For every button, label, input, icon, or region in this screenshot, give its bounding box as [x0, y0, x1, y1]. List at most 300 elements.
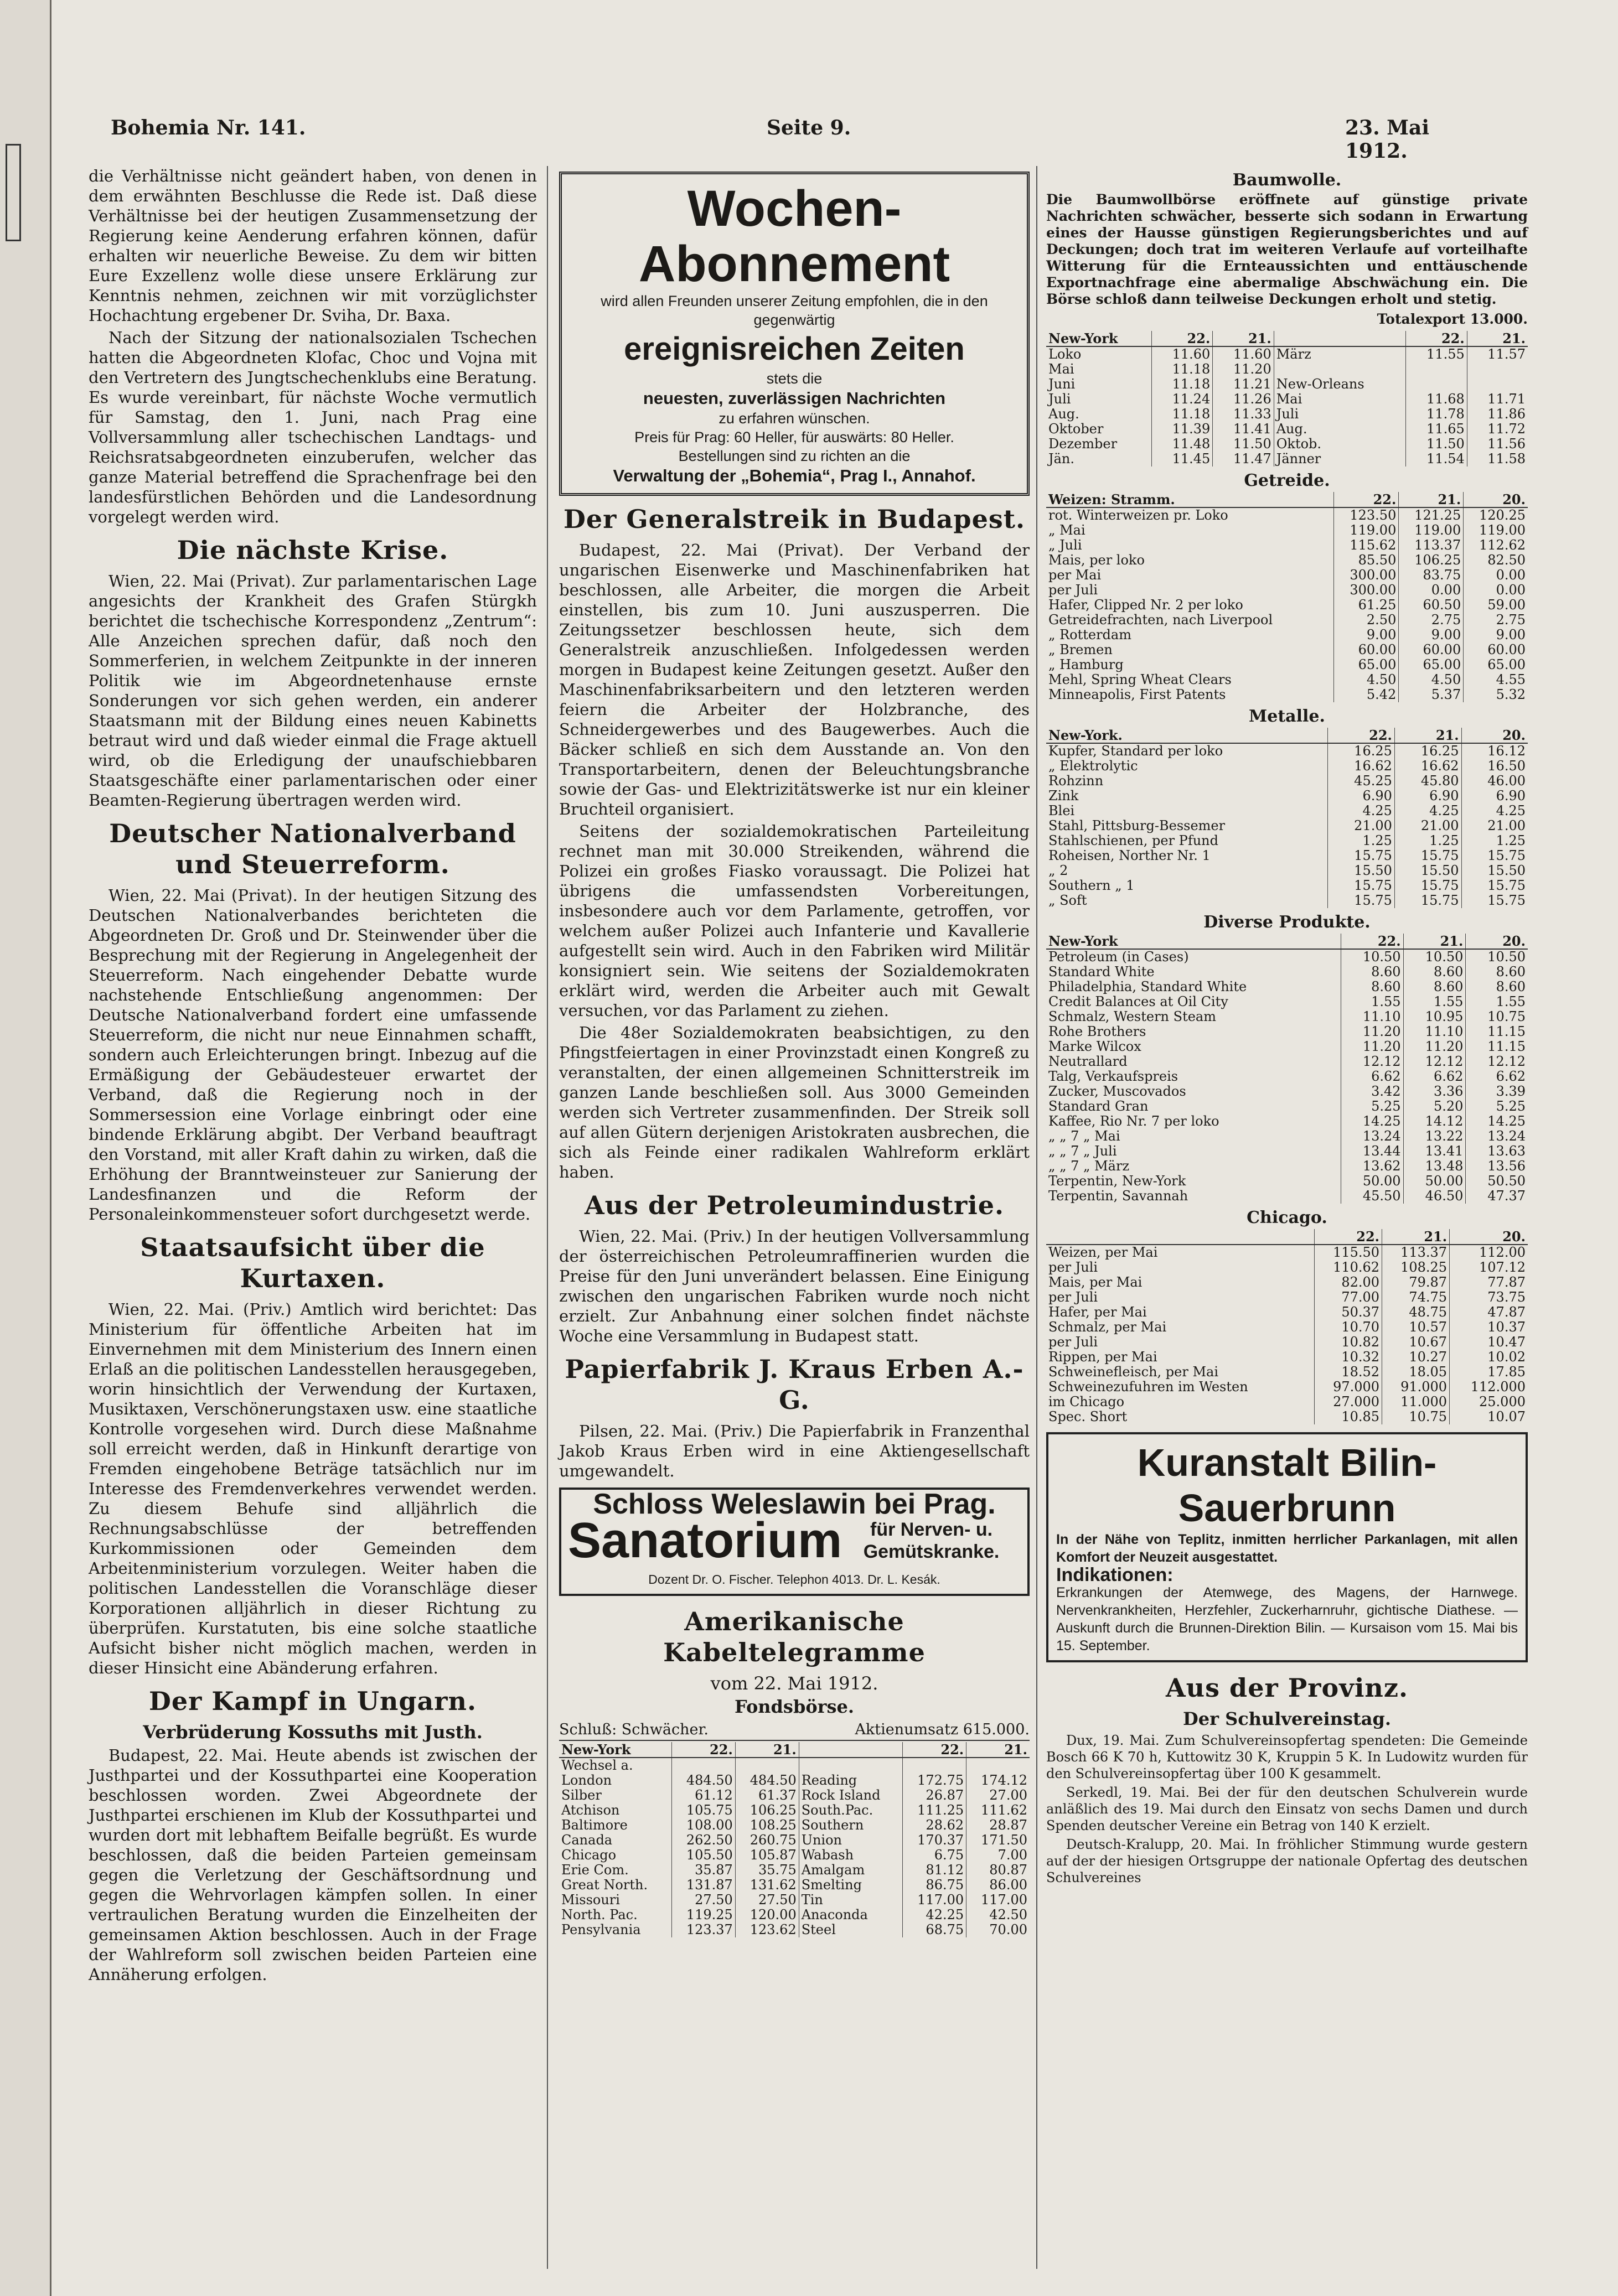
table-cell-value: 262.50: [671, 1833, 735, 1848]
table-row: [1046, 789, 1528, 804]
table-cell-label: Aug.: [1274, 422, 1406, 437]
table-row: [1046, 965, 1528, 979]
table-cell-value: 61.25: [1334, 598, 1399, 613]
table-row: [1046, 657, 1528, 672]
table-row: [1046, 1290, 1528, 1305]
table-cell-value: 11.24: [1151, 392, 1212, 407]
table-cell-label: Mehl, Spring Wheat Clears: [1046, 672, 1334, 687]
table-cell-value: 21.: [1467, 331, 1528, 346]
table-cell-value: 86.00: [989, 1877, 1027, 1893]
section-title-baumwolle: Baumwolle.: [1232, 170, 1342, 190]
table-cell-value: 11.39: [1151, 422, 1212, 437]
table-row: [1046, 1129, 1528, 1144]
table-header-row: [1046, 934, 1528, 949]
table-cell-value: 46.00: [1487, 773, 1526, 789]
article-paragraph: Wien, 22. Mai (Privat). In der heutigen Sitzung des Deutschen Nationalverbandes berichteten die Abgeordneten Dr. Groß und Dr. Steinwender über die Besprechung mit der Regierung in Angelegenheit der Steuerreform. Nach eingehender Debatte wurde nachstehende Entschließung angenommen: Der Deutsche Nationalverband fordert eine umfassende Steuerreform, die nicht nur neue Einnahmen schafft, sondern auch Erleichterungen bringt. Inbezug auf die Ermäßigung der Gebäudesteuer erwartet der Verband, daß die Regierung noch in der Sommersession eine Vorlage einbringt oder eine bindende Erklärung abgibt. Der Verband beauftragt den Vorstand, mit aller Kraft dahin zu wirken, daß die Erhöhung der Branntweinsteuer zur Sanierung der Landesfinanzen und die Reform der Personaleinkommensteuer sofort durchgesetzt werde.: [89, 886, 537, 1224]
table-cell-value: 20.: [1464, 492, 1528, 507]
advert-line: ereignisreichen Zeiten: [624, 331, 965, 367]
table-cell-value: 11.20: [1403, 1039, 1466, 1054]
headline-provinz: Aus der Provinz.: [1165, 1673, 1409, 1703]
table-cell-value: 77.00: [1315, 1290, 1382, 1305]
table-row: [559, 1818, 1030, 1833]
table-row: [1046, 1245, 1528, 1260]
table-cell-label: Zucker, Muscovados: [1046, 1084, 1341, 1099]
table-cell-value: 11.26: [1213, 392, 1274, 407]
table-cell-value: 11.50: [1213, 437, 1274, 452]
table-cell-value: 3.42: [1341, 1084, 1403, 1099]
table-row: [1046, 949, 1528, 965]
table-cell-value: 10.50: [1341, 949, 1403, 965]
table-cell-value: [1467, 362, 1528, 377]
table-cell-value: 11.50: [1406, 437, 1467, 452]
table-row: [1046, 1305, 1528, 1320]
table-cell-value: 65.00: [1487, 657, 1526, 672]
article-paragraph: Serkedl, 19. Mai. Bei der für den deutschen Schulverein wurde anläßlich des 19. Mai durch den Einsatz von sechs Damen und durch Spenden deutscher Vereine ein Betrag von 140 K erzielt.: [1046, 1785, 1528, 1833]
table-cell-value: 21.00: [1328, 818, 1395, 833]
table-cell-value: 3.39: [1496, 1084, 1526, 1099]
table-cell-value: 300.00: [1334, 583, 1399, 598]
table-cell-value: 61.37: [735, 1788, 799, 1803]
table-cell-value: 8.60: [1496, 964, 1526, 979]
table-cell-value: 111.25: [903, 1803, 966, 1818]
table-cell-value: 1.25: [1496, 833, 1526, 848]
table-row: [1046, 568, 1528, 583]
table-cell-value: 15.50: [1487, 863, 1526, 878]
table-cell-label: North. Pac.: [559, 1908, 671, 1922]
advert-contact: Dozent Dr. O. Fischer. Telephon 4013. Dr. L. Kesák.: [648, 1572, 940, 1587]
table-row: [1046, 804, 1528, 818]
table-cell-value: 106.25: [1399, 553, 1464, 568]
table-cell-label: Credit Balances at Oil City: [1046, 994, 1341, 1009]
table-cell-label: Tin: [799, 1893, 903, 1908]
table-cell-value: 60.50: [1399, 598, 1464, 613]
table-cell-value: 172.75: [903, 1773, 966, 1788]
table-cell-value: 6.75: [903, 1848, 966, 1863]
table-cell-value: 3.36: [1403, 1084, 1466, 1099]
table-cell-label: Zink: [1046, 789, 1328, 804]
table-cell-value: 6.62: [1403, 1069, 1466, 1084]
table-cell-value: 86.75: [903, 1878, 966, 1893]
advert-line: zu erfahren wünschen.: [718, 410, 870, 427]
table-cell-label: Steel: [799, 1922, 903, 1937]
headline-kurtaxen: Staatsaufsicht über die Kurtaxen.: [140, 1232, 485, 1293]
table-cell-value: 16.62: [1328, 759, 1395, 774]
column-3: [1046, 166, 1528, 1888]
table-cell-label: Rippen, per Mai: [1046, 1350, 1315, 1365]
table-diverse: [1046, 934, 1528, 1204]
table-row: [1046, 538, 1528, 553]
table-cell-value: 18.52: [1315, 1365, 1382, 1380]
table-row: [1046, 1260, 1528, 1275]
table-cell-value: 11.10: [1341, 1009, 1403, 1024]
table-cell-value: 6.90: [1496, 788, 1526, 804]
table-row: [1046, 994, 1528, 1009]
table-row: [1046, 1380, 1528, 1395]
table-cell-label: Dezember: [1046, 437, 1151, 452]
table-cell-value: 11.60: [1151, 346, 1212, 362]
table-cell-value: 119.00: [1399, 523, 1464, 538]
table-cell-label: Mai: [1046, 362, 1151, 377]
table-cell-label: Jänner: [1274, 452, 1406, 467]
table-cell-value: 8.60: [1403, 965, 1466, 979]
table-cell-label: [1274, 331, 1406, 346]
table-cell-value: 42.50: [989, 1907, 1027, 1922]
table-cell-value: 0.00: [1496, 567, 1526, 583]
table-cell-label: per Mai: [1046, 568, 1334, 583]
table-header-row: [1046, 331, 1528, 346]
article-paragraph: Wien, 22. Mai. (Priv.) Amtlich wird berichtet: Das Ministerium für öffentliche Arbeiten hat im Einvernehmen mit dem Ministerium des Innern einen Erlaß an die politischen Landesstellen herausgegeben, worin hinsichtlich der Verwendung der Kurtaxen, Musiktaxen, Verschönerungstaxen usw. eine staatliche Kontrolle vorgesehen wird. Durch diese Maßnahme soll erreicht werden, daß in Hinkunft derartige von Fremden eingehobene Beträge tatsächlich nur im Interesse des Fremdenverkehres verwendet werden. Zu diesem Behufe sind alljährlich die Rechnungsabschlüsse der betreffenden Kurkommissionen oder Gemeinden dem Arbeitenministerium vorzulegen. Weiter haben die politischen Landesstellen die Voranschläge dieser Korporationen alljährlich in dieser Richtung zu überprüfen. Kurstatuten, bis eine solche staatliche Aufsicht bisher nicht möglich machen, werden in dieser Hinsicht eine Abänderung erfahren.: [89, 1300, 537, 1677]
table-cell-value: [671, 1758, 735, 1773]
table-cell-value: 13.22: [1403, 1129, 1466, 1144]
table-cell-value: 11.68: [1406, 392, 1467, 407]
table-cell-label: Schmalz, per Mai: [1046, 1320, 1315, 1335]
column-rule: [1036, 166, 1037, 2269]
table-cell-label: Weizen: Stramm.: [1046, 492, 1334, 507]
table-cell-value: [1406, 377, 1467, 392]
table-row: [1046, 1189, 1528, 1204]
table-cell-value: 120.25: [1479, 507, 1526, 523]
table-cell-value: 16.50: [1487, 758, 1526, 774]
table-row: [1046, 523, 1528, 538]
table-cell-value: 97.000: [1315, 1380, 1382, 1395]
table-cell-value: 47.87: [1487, 1304, 1526, 1320]
table-row: [1046, 1395, 1528, 1409]
table-cell-value: 42.25: [903, 1908, 966, 1922]
table-cell-value: 11.21: [1213, 377, 1274, 392]
table-cell-value: 115.62: [1334, 538, 1399, 553]
table-cell-label: Talg, Verkaufspreis: [1046, 1069, 1341, 1084]
table-cell-label: „ „ 7 „ März: [1046, 1159, 1341, 1174]
table-cell-label: „ „ 7 „ Juli: [1046, 1144, 1341, 1159]
table-cell-value: 6.90: [1394, 789, 1461, 804]
table-row: [1046, 392, 1528, 407]
table-cell-label: Wechsel a.: [559, 1758, 671, 1773]
table-cell-label: Standard White: [1046, 965, 1341, 979]
table-cell-value: 11.15: [1487, 1039, 1526, 1054]
table-cell-value: 105.75: [671, 1803, 735, 1818]
table-cell-label: Schweinefleisch, per Mai: [1046, 1365, 1315, 1380]
table-cell-label: Hafer, Clipped Nr. 2 per loko: [1046, 598, 1334, 613]
table-cell-value: 15.75: [1394, 848, 1461, 863]
table-cell-value: 2.75: [1496, 612, 1526, 628]
table-cell-value: 45.25: [1328, 774, 1395, 789]
table-cell-value: 82.50: [1487, 552, 1526, 568]
table-cell-value: 13.24: [1487, 1128, 1526, 1144]
table-cell-label: im Chicago: [1046, 1395, 1315, 1409]
table-cell-value: 70.00: [989, 1922, 1027, 1937]
table-row: [1046, 1069, 1528, 1084]
table-cell-value: 11.18: [1151, 377, 1212, 392]
table-cell-value: 119.00: [1334, 523, 1399, 538]
table-cell-value: 10.70: [1315, 1320, 1382, 1335]
table-cell-value: 13.56: [1487, 1158, 1526, 1174]
table-metalle: [1046, 728, 1528, 908]
article-paragraph: Budapest, 22. Mai (Privat). Der Verband der ungarischen Eisenwerke und Maschinenfabriken hat beschlossen, alle Arbeiter, die morgen die Arbeit einstellen, bis zum 10. Juni auszusperren. Die Zeitungssetzer beschlossen heute, sich dem Generalstreik anzuschließen. Infolgedessen werden morgen in Budapest keine Zeitungen gesetzt. Außer den Maschinenfabriksarbeitern und den letzteren werden feiern die Arbeiter der Holzbranche, des Schneidergewerbes und des Baugewerbes. Auch die Bäcker schließ en sich dem Ausstande an. Von den Transportarbeitern, denen der Beleuchtungsbranche sowie der Gas- und Elektrizitätswerke ist nur ein kleiner Bruchteil organisiert.: [559, 541, 1030, 818]
advert-line: wird allen Freunden unserer Zeitung empfohlen, die in den gegenwärtig: [601, 293, 988, 328]
table-header-row: [1046, 492, 1528, 507]
table-cell-label: Minneapolis, First Patents: [1046, 687, 1334, 702]
table-cell-value: 27.50: [671, 1893, 735, 1908]
table-cell-label: per Juli: [1046, 1335, 1315, 1350]
table-cell-value: 11.86: [1487, 406, 1526, 422]
running-header: [89, 116, 1495, 163]
table-cell-value: 81.12: [903, 1863, 966, 1878]
table-cell-label: [1274, 362, 1406, 377]
table-cell-value: 11.56: [1487, 436, 1526, 452]
table-cell-value: 35.87: [671, 1863, 735, 1878]
column-1: [89, 166, 537, 1987]
column-rule: [547, 166, 548, 2269]
table-cell-value: 22.: [1315, 1229, 1382, 1245]
table-cell-value: 16.25: [1394, 743, 1461, 759]
table-cell-value: 111.62: [981, 1802, 1027, 1818]
table-cell-value: 21.00: [1487, 818, 1526, 833]
advert-line: Erkrankungen der Atemwege, des Magens, der Harnwege. Nervenkrankheiten, Herzfehler, Zuckerharnruhr, gichtische Diathese. — Auskunft durch die Brunnen-Direktion Bilin. — Kursaison vom 15. Mai bis 15. September.: [1056, 1585, 1518, 1654]
table-row: [1046, 1144, 1528, 1159]
table-cell-value: 484.50: [671, 1773, 735, 1788]
table-cell-value: 15.75: [1328, 893, 1395, 908]
table-cell-value: [903, 1758, 966, 1773]
table-cell-label: Terpentin, New-York: [1046, 1174, 1341, 1189]
table-row: [1046, 979, 1528, 994]
table-cell-value: 11.58: [1487, 451, 1526, 467]
table-cell-label: „ Bremen: [1046, 642, 1334, 657]
table-cell-value: 4.55: [1496, 672, 1526, 687]
advert-wochen-abonnement: [559, 172, 1030, 496]
table-cell-value: 11.10: [1403, 1024, 1466, 1039]
headline-generalstreik: Der Generalstreik in Budapest.: [563, 504, 1025, 534]
table-cell-label: Stahl, Pittsburg-Bessemer: [1046, 818, 1328, 833]
table-cell-label: Rohe Brothers: [1046, 1024, 1341, 1039]
table-cell-label: „ Elektrolytic: [1046, 759, 1328, 774]
page-gutter: [0, 0, 51, 2296]
table-cell-label: Silber: [559, 1788, 671, 1803]
table-cell-value: 15.75: [1487, 848, 1526, 863]
section-title-getreide: Getreide.: [1244, 471, 1330, 490]
table-cell-value: 60.00: [1399, 642, 1464, 657]
article-paragraph: die Verhältnisse nicht geändert haben, von denen in dem erwähnten Beschlusse die Rede ist. Daß diese Verhältnisse bei der heutigen Zusammensetzung der Regierung keine Aenderung erfahren können, dafür erhalten wir neuerliche Beweise. Zu dem wir bitten Eure Exzellenz wolle diese unsere Erklärung zur Kenntnis nehmen, zeichnen wir mit vorzüglichster Hochachtung ergebener Dr. Sviha, Dr. Baxa.: [89, 167, 537, 325]
table-cell-value: 46.50: [1403, 1189, 1466, 1204]
table-cell-value: 8.60: [1496, 979, 1526, 994]
section-title-chicago: Chicago.: [1247, 1208, 1327, 1227]
table-row: [1046, 452, 1528, 467]
table-cell-value: 7.00: [997, 1847, 1027, 1863]
table-row: [1046, 1114, 1528, 1129]
headline-ungarn: Der Kampf in Ungarn.: [149, 1686, 477, 1716]
article-paragraph: Dux, 19. Mai. Zum Schulvereinsopfertag spendeten: Die Gemeinde Bosch 66 K 70 h, Kuttowitz 30 K, Kruppin 5 K. In Ludowitz wurden für den Schulvereinsopfertag über 100 K gesammelt.: [1046, 1733, 1528, 1781]
table-cell-label: London: [559, 1773, 671, 1788]
table-cell-value: 131.62: [735, 1878, 799, 1893]
table-cell-value: 16.62: [1394, 759, 1461, 774]
table-cell-value: 79.87: [1382, 1275, 1450, 1290]
table-cell-value: 119.00: [1479, 522, 1526, 538]
table-cell-value: 27.50: [735, 1893, 799, 1908]
table-cell-value: 26.87: [903, 1788, 966, 1803]
table-cell-value: 11.33: [1213, 407, 1274, 422]
table-cell-value: 10.75: [1382, 1409, 1450, 1424]
table-cell-value: 15.75: [1394, 878, 1461, 893]
table-row: [559, 1788, 1030, 1803]
table-cell-value: 14.25: [1487, 1113, 1526, 1129]
table-cell-label: „ Hamburg: [1046, 657, 1334, 672]
table-cell-value: 6.62: [1341, 1069, 1403, 1084]
table-cell-value: 113.37: [1382, 1245, 1450, 1260]
table-cell-label: Atchison: [559, 1803, 671, 1818]
table-cell-value: 21.: [735, 1742, 799, 1758]
table-cell-value: 21.: [1403, 934, 1466, 949]
table-chicago: [1046, 1229, 1528, 1424]
table-cell-value: 123.50: [1334, 507, 1399, 523]
table-cell-label: Mais, per Mai: [1046, 1275, 1315, 1290]
table-cell-value: [1467, 377, 1528, 392]
table-cell-label: Jän.: [1046, 452, 1151, 467]
table-cell-value: 9.00: [1334, 628, 1399, 642]
table-row: [1046, 613, 1528, 628]
table-cell-label: Spec. Short: [1046, 1409, 1315, 1424]
table-cell-value: 11.18: [1151, 362, 1212, 377]
table-cell-value: 8.60: [1341, 965, 1403, 979]
table-cell-value: 10.95: [1403, 1009, 1466, 1024]
section-title-metalle: Metalle.: [1249, 707, 1325, 726]
table-cell-value: 11.72: [1487, 421, 1526, 437]
table-cell-value: 61.12: [671, 1788, 735, 1803]
table-row: [1046, 1365, 1528, 1380]
headline-krise: Die nächste Krise.: [177, 535, 449, 565]
subheadline-kossuth: Verbrüderung Kossuths mit Justh.: [143, 1722, 483, 1743]
table-cell-value: 11.20: [1213, 362, 1274, 377]
table-row: [1046, 1320, 1528, 1335]
table-row: [1046, 1084, 1528, 1099]
table-cell-value: 2.75: [1399, 613, 1464, 628]
table-cell-value: 11.60: [1213, 346, 1274, 362]
table-cell-value: 47.37: [1487, 1188, 1526, 1204]
table-getreide: [1046, 492, 1528, 702]
table-cell-value: 117.00: [903, 1893, 966, 1908]
table-cell-value: 45.50: [1341, 1189, 1403, 1204]
table-cell-value: 300.00: [1334, 568, 1399, 583]
table-cell-label: New-York: [1046, 934, 1341, 949]
table-cell-label: New-Orleans: [1274, 377, 1406, 392]
table-cell-value: 170.37: [903, 1833, 966, 1848]
table-cell-value: 9.00: [1399, 628, 1464, 642]
table-cell-value: 20.: [1461, 728, 1528, 743]
table-cell-value: 15.75: [1394, 893, 1461, 908]
table-cell-label: Mais, per loko: [1046, 553, 1334, 568]
advert-kuranstalt: [1046, 1432, 1528, 1662]
table-row: [1046, 598, 1528, 613]
table-cell-value: 12.12: [1487, 1054, 1526, 1069]
table-cell-value: 85.50: [1334, 553, 1399, 568]
table-cell-value: 4.25: [1328, 804, 1395, 818]
table-row: [1046, 1335, 1528, 1350]
advert-line: stets die: [766, 370, 823, 387]
headline-papierfabrik: Papierfabrik J. Kraus Erben A.-G.: [565, 1354, 1024, 1415]
table-cell-label: Union: [799, 1833, 903, 1848]
table-cell-value: 14.12: [1403, 1114, 1466, 1129]
table-row: [1046, 583, 1528, 598]
table-row: [1046, 774, 1528, 789]
table-cell-value: 10.75: [1487, 1009, 1526, 1024]
table-cell-value: 5.20: [1403, 1099, 1466, 1114]
table-cell-label: Terpentin, Savannah: [1046, 1189, 1341, 1204]
table-cell-value: 21.: [1394, 728, 1461, 743]
table-row: [1046, 863, 1528, 878]
table-row: [1046, 878, 1528, 893]
table-cell-label: „ Juli: [1046, 538, 1334, 553]
table-cell-label: Great North.: [559, 1878, 671, 1893]
table-cell-value: 10.07: [1487, 1409, 1526, 1424]
table-cell-value: 5.37: [1399, 687, 1464, 702]
table-cell-label: Standard Gran: [1046, 1099, 1341, 1114]
table-cell-label: Missouri: [559, 1893, 671, 1908]
table-cell-value: 65.00: [1399, 657, 1464, 672]
table-row: [1046, 507, 1528, 523]
table-cell-value: 119.25: [671, 1908, 735, 1922]
table-cell-value: 108.25: [1382, 1260, 1450, 1275]
table-cell-value: 15.75: [1328, 848, 1395, 863]
advert-title: Sanatorium: [568, 1513, 842, 1568]
table-cell-value: 18.05: [1382, 1365, 1450, 1380]
table-cell-value: 15.50: [1394, 863, 1461, 878]
table-cell-value: 5.25: [1496, 1098, 1526, 1114]
table-cell-value: 4.25: [1394, 804, 1461, 818]
table-cell-value: 10.50: [1403, 949, 1466, 965]
advert-price: Preis für Prag: 60 Heller, für auswärts: 80 Heller.: [634, 429, 954, 445]
headline-nationalverband: Deutscher Nationalverband und Steuerreform.: [109, 818, 516, 879]
table-cell-value: 110.62: [1315, 1260, 1382, 1275]
table-cell-value: 5.25: [1341, 1099, 1403, 1114]
table-row: [1046, 1009, 1528, 1024]
table-cell-label: Petroleum (in Cases): [1046, 949, 1341, 965]
subheadline-date: vom 22. Mai 1912.: [710, 1673, 878, 1694]
table-cell-value: 121.25: [1399, 507, 1464, 523]
table-cell-label: Anaconda: [799, 1908, 903, 1922]
table-row: [1046, 422, 1528, 437]
article-paragraph: Seitens der sozialdemokratischen Parteileitung rechnet man mit 30.000 Streikenden, während die Polizei ein großes Fiasko voraussagt. Die Polizei hat übrigens die umfassendsten Vorbereitungen, insbesondere auch vor dem Parlamente, getroffen, vor welchem außer Polizei auch Infanterie und Kavallerie aufgestellt sein wird. Auch in den Fabriken wird Militär konsigniert sein. Wie seitens der Sozialdemokraten erklärt wird, werden die Arbeiter auch mit Gewalt versuchen, vor das Parlament zu ziehen.: [559, 822, 1030, 1020]
table-row: [1046, 437, 1528, 452]
export-total: Totalexport 13.000.: [1377, 311, 1528, 327]
table-row: [559, 1922, 1030, 1937]
table-row: [1046, 362, 1528, 377]
table-cell-label: Rock Island: [799, 1788, 903, 1803]
table-cell-value: 6.62: [1496, 1069, 1526, 1084]
table-row: [1046, 1054, 1528, 1069]
table-cell-value: 112.00: [1479, 1245, 1526, 1260]
table-row: [1046, 759, 1528, 774]
table-row: [1046, 1174, 1528, 1189]
table-cell-value: 80.87: [989, 1862, 1027, 1878]
table-row: [559, 1773, 1030, 1788]
subheadline-schulvereinstag: Der Schulvereinstag.: [1182, 1708, 1392, 1729]
table-cell-value: [735, 1758, 799, 1773]
table-cell-value: 73.75: [1487, 1289, 1526, 1305]
table-cell-value: 105.87: [735, 1848, 799, 1863]
table-cell-label: Mai: [1274, 392, 1406, 407]
table-cell-value: 13.48: [1403, 1159, 1466, 1174]
table-cell-label: Loko: [1046, 346, 1151, 362]
table-cell-value: 117.00: [981, 1892, 1027, 1908]
table-row: [1046, 642, 1528, 657]
advert-line: In der Nähe von Teplitz, inmitten herrlicher Parkanlagen, mit allen Komfort der Neuzeit ausgestattet.: [1056, 1532, 1518, 1565]
table-cell-value: 11.45: [1151, 452, 1212, 467]
table-row: [1046, 1159, 1528, 1174]
advert-line: Bestellungen sind zu richten an die: [678, 448, 911, 464]
table-cell-value: 11.000: [1382, 1395, 1450, 1409]
table-row: [1046, 1409, 1528, 1424]
table-cell-label: Hafer, per Mai: [1046, 1305, 1315, 1320]
table-cell-value: 20.: [1450, 1229, 1528, 1245]
table-row: [559, 1908, 1030, 1922]
